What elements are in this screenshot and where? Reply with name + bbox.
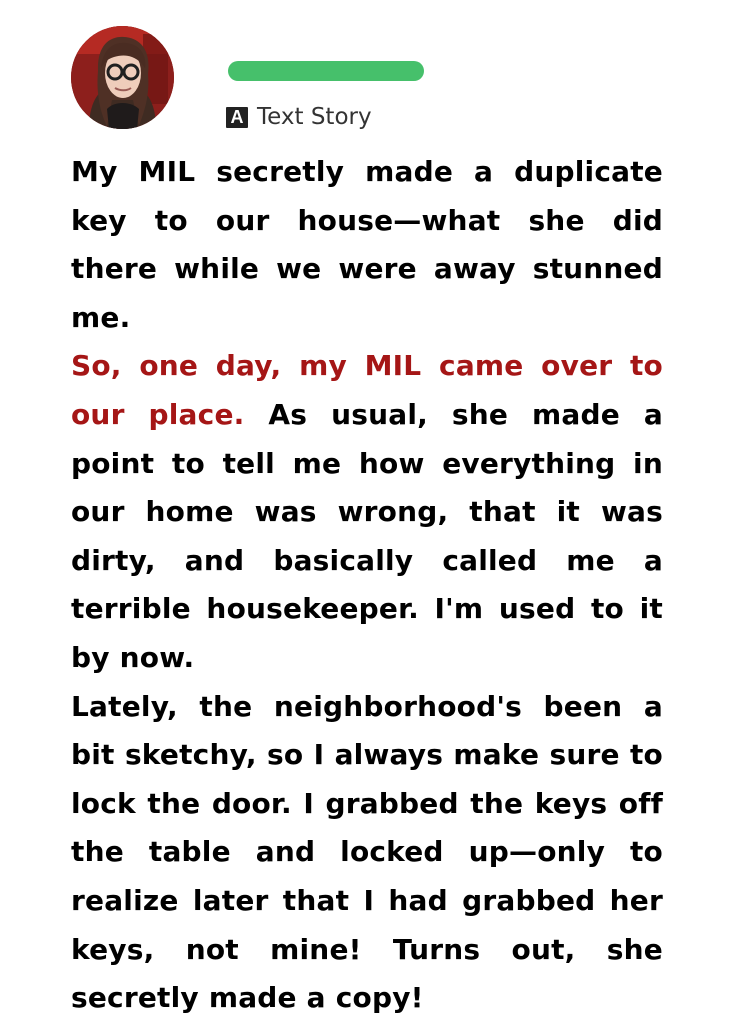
story-type-text: Text Story — [257, 104, 372, 130]
story-paragraph: Lately, the neighborhood's been a bit sketchy, so I always make sure to lock the door. I grabbed the keys off the table and locked up—only to realize later that I had grabbed her keys, not mine! Turns out, she secretly made a copy! — [71, 689, 663, 1015]
story-header — [0, 0, 733, 150]
a-icon: A — [226, 107, 248, 128]
redacted-author-name — [228, 61, 424, 81]
story-body — [71, 148, 663, 1023]
story-paragraph — [71, 342, 663, 682]
highlighted-story-text: So, one day, my MIL came over to our place. — [71, 349, 663, 431]
avatar-portrait — [71, 26, 174, 129]
story-headline: My MIL secretly made a duplicate key to our house—what she did there while we were away stunned me. — [71, 155, 663, 334]
avatar — [71, 26, 174, 129]
story-paragraph-text: As usual, she made a point to tell me how everything in our home was wrong, that it was dirty, and basically called me a terrible housekeeper. I'm used to it by now. — [71, 397, 663, 674]
story-type-label — [226, 104, 372, 130]
